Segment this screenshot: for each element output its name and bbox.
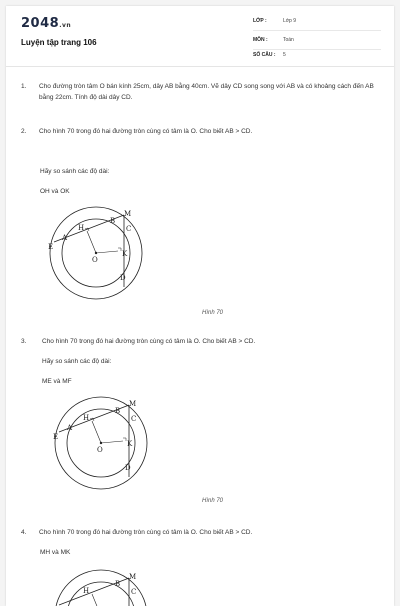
figure-70 — [51, 394, 151, 494]
meta-count — [253, 50, 381, 62]
question-3-compare: ME và MF — [42, 378, 72, 385]
question-4-compare: MH và MK — [40, 549, 71, 556]
figure-70 — [46, 204, 146, 304]
label-A: A — [67, 424, 73, 432]
label-K: K — [127, 440, 133, 448]
page — [6, 6, 394, 606]
divider — [253, 30, 381, 31]
logo-tld: .vn — [59, 22, 72, 29]
label-D: D — [125, 464, 131, 472]
meta-subject-value: Toán — [283, 37, 294, 43]
meta-class-value: Lớp 9 — [283, 18, 297, 24]
header — [6, 6, 394, 67]
label-H: H — [83, 414, 90, 422]
label-H: H — [83, 587, 90, 595]
question-3-prompt: Hãy so sánh các độ dài: — [42, 358, 112, 365]
page-title: Luyện tập trang 106 — [21, 38, 97, 47]
label-B: B — [115, 407, 121, 415]
label-C: C — [131, 415, 137, 423]
meta-subject — [253, 35, 381, 47]
question-2-compare: OH và OK — [40, 188, 70, 195]
question-text: Cho đường tròn tâm O bán kính 25cm, dây AB bằng 40cm. Vẽ dây CD song song với AB và có khoảng cách đến AB bằng 22cm. Tính độ dài dây CD. — [39, 83, 374, 101]
question-text: Cho hình 70 trong đó hai đường tròn cùng có tâm là O. Cho biết AB > CD. — [39, 529, 253, 536]
meta-subject-label: MÔN : — [253, 37, 268, 43]
label-E: E — [48, 243, 54, 251]
figure-70 — [51, 567, 151, 606]
label-O: O — [92, 256, 98, 264]
meta-count-value: 5 — [283, 52, 286, 58]
label-M: M — [124, 210, 132, 218]
label-B: B — [110, 217, 116, 225]
label-M: M — [129, 573, 137, 581]
question-number: 2. — [21, 128, 27, 135]
logo-main: 2048 — [21, 16, 60, 31]
label-K: K — [122, 250, 128, 258]
meta-class-label: LỚP : — [253, 18, 267, 24]
question-text: Cho hình 70 trong đó hai đường tròn cùng có tâm là O. Cho biết AB > CD. — [39, 128, 253, 135]
label-D: D — [120, 274, 126, 282]
meta-count-label: SỐ CÂU : — [253, 52, 276, 58]
meta-class — [253, 16, 381, 28]
question-number: 1. — [21, 83, 27, 90]
label-B: B — [115, 580, 121, 588]
figure-caption: Hình 70 — [202, 310, 224, 316]
label-C: C — [126, 225, 132, 233]
label-O: O — [97, 446, 103, 454]
label-E: E — [53, 433, 59, 441]
logo[interactable] — [21, 16, 71, 31]
label-A: A — [62, 234, 68, 242]
question-text: Cho hình 70 trong đó hai đường tròn cùng có tâm là O. Cho biết AB > CD. — [42, 338, 256, 345]
label-H: H — [78, 224, 85, 232]
figure-caption: Hình 70 — [202, 498, 224, 504]
label-C: C — [131, 588, 137, 596]
question-number: 3. — [21, 338, 27, 345]
question-2-prompt: Hãy so sánh các độ dài: — [40, 168, 110, 175]
question-number: 4. — [21, 529, 27, 536]
label-M: M — [129, 400, 137, 408]
